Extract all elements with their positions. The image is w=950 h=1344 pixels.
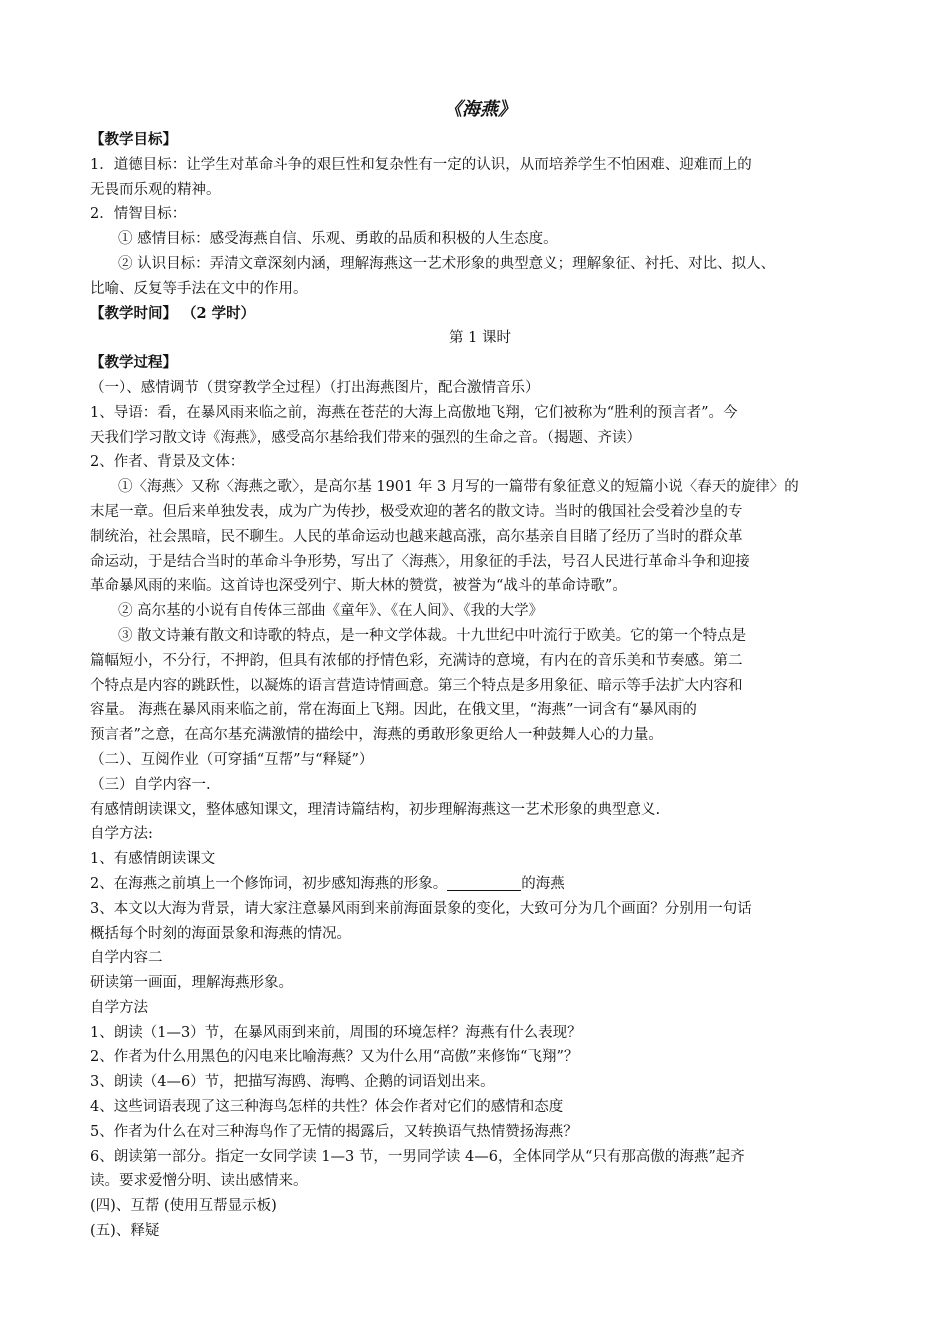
- text-line: [90, 723, 870, 748]
- text-line: [90, 748, 870, 773]
- text-line: [90, 475, 870, 500]
- text-line: [90, 351, 870, 376]
- text-line: [90, 698, 870, 723]
- text-line-content: 命运动，于是结合当时的革命斗争形势，写出了〈海燕〉，用象征的手法，号召人民进行革命斗争和迎接: [90, 553, 750, 570]
- text-line-suffix: 的海燕: [521, 875, 565, 892]
- text-line: [90, 773, 870, 798]
- text-line: [90, 128, 870, 153]
- text-line-content: 篇幅短小，不分行，不押韵，但具有浓郁的抒情色彩，充满诗的意境，有内在的音乐美和节奏感。第二: [90, 652, 743, 669]
- text-line: [90, 500, 870, 525]
- text-line: [90, 550, 870, 575]
- text-line-content: 2、作者、背景及文体：: [90, 454, 245, 471]
- text-line: [90, 277, 870, 302]
- document-body: [90, 128, 870, 1244]
- text-line: [90, 574, 870, 599]
- text-line: [90, 649, 870, 674]
- text-line: [90, 599, 870, 624]
- text-line: [90, 202, 870, 227]
- text-line: [90, 922, 870, 947]
- text-line-content: 读。要求爱憎分明、读出感情来。: [90, 1173, 308, 1190]
- text-line: [90, 847, 870, 872]
- text-line-content: 1、朗读（1—3）节，在暴风雨到来前，周围的环境怎样？海燕有什么表现？: [90, 1024, 582, 1041]
- text-line-content: 3、朗读（4—6）节，把描写海鸥、海鸭、企鹅的词语划出来。: [90, 1074, 495, 1091]
- text-line: [90, 798, 870, 823]
- text-line: [90, 1145, 870, 1170]
- text-line-content: 容量。 海燕在暴风雨来临之前，常在海面上飞翔。因此，在俄文里，“海燕”一词含有“暴风雨的: [90, 702, 697, 719]
- text-line: [90, 376, 870, 401]
- text-line-content: 无畏而乐观的精神。: [90, 181, 221, 198]
- text-line-content: 自学方法:: [90, 826, 153, 843]
- text-line-content: 末尾一章。但后来单独发表，成为广为传抄，极受欢迎的著名的散文诗。当时的俄国社会受着沙皇的专: [90, 503, 743, 520]
- text-line-content: 个特点是内容的跳跃性，以凝炼的语言营造诗情画意。第三个特点是多用象征、暗示等手法扩大内容和: [90, 677, 743, 694]
- text-line: [90, 401, 870, 426]
- text-line-content: （一）、感情调节（贯穿教学全过程）（打出海燕图片，配合激情音乐）: [90, 379, 540, 396]
- text-line: [90, 822, 870, 847]
- text-line: [90, 252, 870, 277]
- text-line: [90, 1045, 870, 1070]
- text-line: [90, 624, 870, 649]
- text-line-content: 3、本文以大海为背景，请大家注意暴风雨到来前海面景象的变化，大致可分为几个画面？分别用一句话: [90, 900, 752, 917]
- text-line: [90, 1120, 870, 1145]
- text-line-content: （二）、互阅作业（可穿插“互帮”与“释疑”）: [90, 751, 374, 768]
- fill-in-blank: [447, 874, 521, 891]
- text-line-content: 1．道德目标：让学生对革命斗争的艰巨性和复杂性有一定的认识，从而培养学生不怕困难、迎难而上的: [90, 156, 752, 173]
- text-line: [90, 302, 870, 327]
- text-line: [90, 450, 870, 475]
- text-line-content: 【教学时间】 （2 学时）: [90, 304, 256, 322]
- text-line: [90, 946, 870, 971]
- text-line: [90, 1194, 870, 1219]
- text-line: [90, 897, 870, 922]
- text-line-content: 5、作者为什么在对三种海鸟作了无情的揭露后，又转换语气热情赞扬海燕？: [90, 1123, 578, 1140]
- text-line: [90, 326, 870, 351]
- text-line: [90, 872, 870, 897]
- text-line-content: ② 高尔基的小说有自传体三部曲《童年》、《在人间》、《我的大学》: [118, 603, 544, 620]
- text-line: [90, 153, 870, 178]
- document-page: [90, 98, 870, 1244]
- text-line-content: 2、作者为什么用黑色的闪电来比喻海燕？又为什么用“高傲”来修饰“飞翔”？: [90, 1049, 579, 1066]
- text-line-content: 1、有感情朗读课文: [90, 851, 216, 868]
- text-line-content: 6、朗读第一部分。指定一女同学读 1—3 节，一男同学读 4—6，全体同学从“只有那高傲的海燕”起齐: [90, 1148, 745, 1165]
- text-line-content: 研读第一画面，理解海燕形象。: [90, 975, 293, 992]
- text-line: [90, 1021, 870, 1046]
- text-line-content: ①〈海燕〉又称〈海燕之歌〉，是高尔基 1901 年 3 月写的一篇带有象征意义的短篇小说〈春天的旋律〉的: [118, 479, 799, 496]
- text-line-content: 【教学目标】: [90, 131, 177, 148]
- text-line-content: 2．情智目标：: [90, 206, 187, 223]
- text-line-content: 4、这些词语表现了这三种海鸟怎样的共性？体会作者对它们的感情和态度: [90, 1099, 564, 1116]
- text-line: [90, 971, 870, 996]
- text-line-content: (五)、释疑: [90, 1223, 160, 1240]
- text-line: [90, 1070, 870, 1095]
- text-line: [90, 426, 870, 451]
- text-line: [90, 1169, 870, 1194]
- text-line-content: ③ 散文诗兼有散文和诗歌的特点，是一种文学体裁。十九世纪中叶流行于欧美。它的第一个特点是: [118, 627, 747, 644]
- text-line-content: 自学内容二: [90, 950, 163, 967]
- text-line: [90, 1095, 870, 1120]
- text-line: [90, 674, 870, 699]
- text-line: [90, 227, 870, 252]
- text-line: [90, 996, 870, 1021]
- text-line-content: 概括每个时刻的海面景象和海燕的情况。: [90, 925, 351, 942]
- text-line: [90, 178, 870, 203]
- text-line-content: (四)、互帮 (使用互帮显示板): [90, 1198, 277, 1215]
- text-line-content: 第 1 课时: [449, 330, 511, 347]
- text-line: [90, 525, 870, 550]
- text-line-content: 自学方法: [90, 999, 148, 1016]
- text-line-content: （三）自学内容一.: [90, 776, 211, 793]
- text-line-content: 【教学过程】: [90, 354, 177, 372]
- text-line-content: ① 感情目标：感受海燕自信、乐观、勇敢的品质和积极的人生态度。: [118, 231, 558, 248]
- text-line-content: 1、导语：看，在暴风雨来临之前，海燕在苍茫的大海上高傲地飞翔，它们被称为“胜利的预言者”。今: [90, 404, 738, 421]
- text-line-content: 有感情朗读课文，整体感知课文，理清诗篇结构，初步理解海燕这一艺术形象的典型意义.: [90, 801, 661, 818]
- text-line: [90, 1219, 870, 1244]
- text-line-content: 2、在海燕之前填上一个修饰词，初步感知海燕的形象。: [90, 875, 448, 892]
- document-title: 《海燕》: [444, 99, 516, 120]
- text-line-content: 制统治，社会黑暗，民不聊生。人民的革命运动也越来越高涨，高尔基亲自目睹了经历了当时的群众革: [90, 528, 743, 545]
- text-line-content: 天我们学习散文诗《海燕》，感受高尔基给我们带来的强烈的生命之音。（揭题、齐读）: [90, 429, 641, 446]
- text-line-content: 比喻、反复等手法在文中的作用。: [90, 280, 308, 297]
- text-line-content: ② 认识目标：弄清文章深刻内涵，理解海燕这一艺术形象的典型意义；理解象征、衬托、对比、拟人、: [118, 255, 776, 272]
- text-line-content: 革命暴风雨的来临。这首诗也深受列宁、斯大林的赞赏，被誉为“战斗的革命诗歌”。: [90, 578, 627, 595]
- text-line-content: 预言者”之意，在高尔基充满激情的描绘中，海燕的勇敢形象更给人一种鼓舞人心的力量。: [90, 727, 663, 744]
